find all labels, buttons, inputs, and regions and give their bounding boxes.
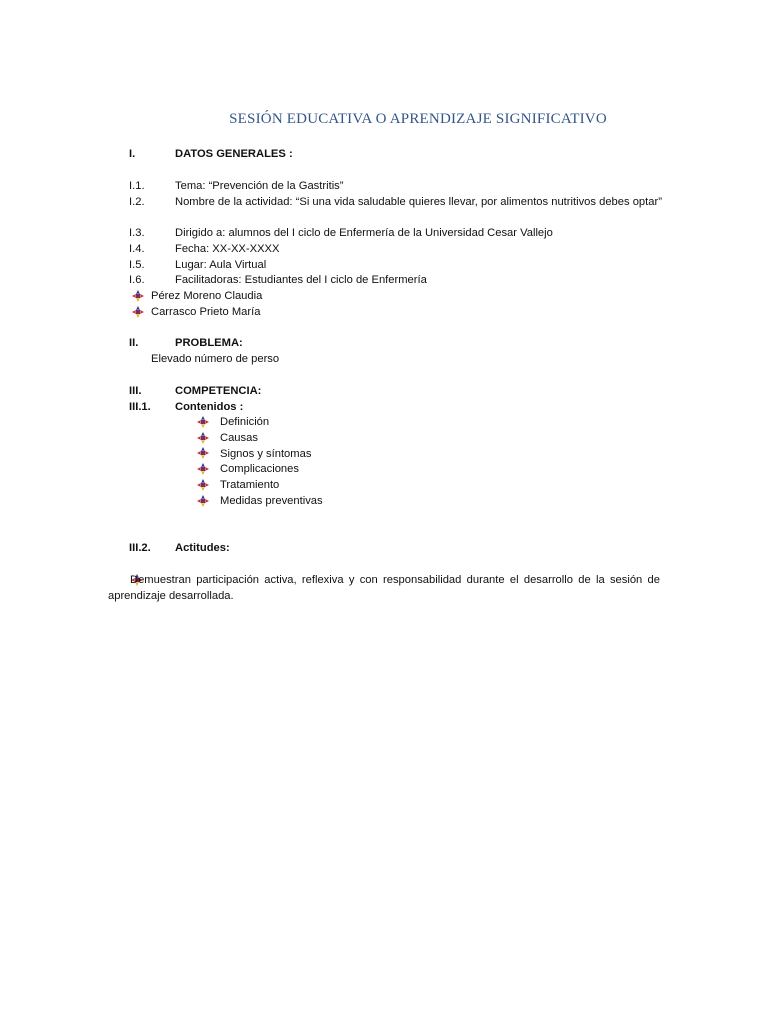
item-1-3-number: I.3. bbox=[129, 227, 145, 239]
document-title: SESIÓN EDUCATIVA O APRENDIZAJE SIGNIFICATIVO bbox=[229, 111, 607, 127]
arrow-bullet-icon bbox=[197, 447, 209, 459]
facilitator-name: Pérez Moreno Claudia bbox=[151, 290, 263, 302]
content-list-item: Complicaciones bbox=[220, 463, 299, 475]
arrow-bullet-icon bbox=[132, 290, 144, 302]
section-3-2-heading: Actitudes: bbox=[175, 542, 230, 554]
section-3-1-number: III.1. bbox=[129, 401, 151, 413]
item-1-6-number: I.6. bbox=[129, 274, 145, 286]
item-1-2-text: Nombre de la actividad: “Si una vida saludable quieres llevar, por alimentos nutritivos debes optar” bbox=[175, 196, 662, 208]
arrow-bullet-icon bbox=[197, 495, 209, 507]
item-1-5-number: I.5. bbox=[129, 259, 145, 271]
item-1-4-text: Fecha: XX-XX-XXXX bbox=[175, 243, 280, 255]
problem-text: Elevado número de perso bbox=[151, 353, 280, 365]
section-3-heading: COMPETENCIA: bbox=[175, 385, 262, 397]
arrow-bullet-icon bbox=[197, 479, 209, 491]
item-1-3-text: Dirigido a: alumnos del I ciclo de Enfermería de la Universidad Cesar Vallejo bbox=[175, 227, 553, 239]
section-3-number: III. bbox=[129, 385, 142, 397]
section-1-heading: DATOS GENERALES : bbox=[175, 148, 293, 160]
item-1-6-text: Facilitadoras: Estudiantes del I ciclo de Enfermería bbox=[175, 274, 427, 286]
arrow-bullet-icon bbox=[197, 416, 209, 428]
item-1-5-text: Lugar: Aula Virtual bbox=[175, 259, 267, 271]
content-list-item: Tratamiento bbox=[220, 479, 280, 491]
item-1-4-number: I.4. bbox=[129, 243, 145, 255]
arrow-bullet-icon bbox=[132, 306, 144, 318]
facilitator-name: Carrasco Prieto María bbox=[151, 306, 261, 318]
content-list-item: Causas bbox=[220, 432, 258, 444]
arrow-bullet-icon bbox=[197, 463, 209, 475]
attitudes-paragraph: Demuestran participación activa, reflexiva y con responsabilidad durante el desarrollo de la sesión de aprendizaje desarrollada. bbox=[108, 574, 660, 602]
item-1-1-number: I.1. bbox=[129, 180, 145, 192]
item-1-1-text: Tema: “Prevención de la Gastritis” bbox=[175, 180, 344, 192]
content-list-item: Medidas preventivas bbox=[220, 495, 323, 507]
item-1-2-number: I.2. bbox=[129, 196, 145, 208]
section-1-number: I. bbox=[129, 148, 136, 160]
section-2-number: II. bbox=[129, 337, 139, 349]
section-3-2-number: III.2. bbox=[129, 542, 151, 554]
content-list-item: Signos y síntomas bbox=[220, 448, 312, 460]
section-3-1-heading: Contenidos : bbox=[175, 401, 244, 413]
section-2-heading: PROBLEMA: bbox=[175, 337, 243, 349]
arrow-bullet-icon bbox=[197, 432, 209, 444]
content-list-item: Definición bbox=[220, 416, 270, 428]
